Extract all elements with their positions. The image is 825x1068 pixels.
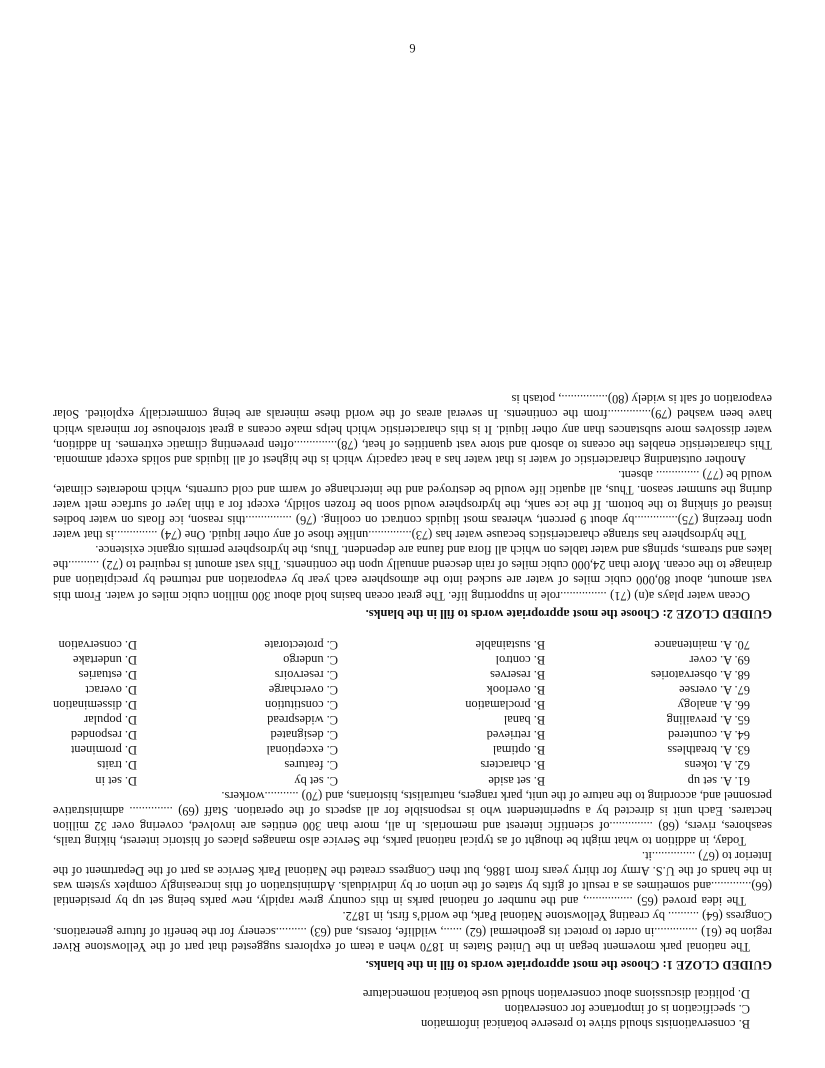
option-a: 70. A. maintenance xyxy=(654,637,750,652)
question-row xyxy=(53,757,772,772)
option-b: B. sustainable xyxy=(475,637,546,652)
option-line: B. conservationists should strive to preserve botanical information xyxy=(421,1017,750,1031)
option-b: B. characters xyxy=(480,758,546,773)
section-heading: GUIDED CLOZE 2: Choose the most appropriate words to fill in the blanks. xyxy=(365,606,772,621)
passage-paragraph: Ocean water plays a(n) (71) ...............role in supporting life. The great ocean basins hold about 300 million cubic miles of water. From this vast amount, about 80,000 cubic miles of water are sucked into the atmosphere each year by evaporation and returned by precipitation and drainage to the ocean. More than 24,000 cubic miles of rain descend annually upon the continents. This vast amount is required to (72) ..........the lakes and streams, springs and water tables on which all flora and fauna are dependent. Thus, the hydrosphere permits organic existence. xyxy=(53,543,772,603)
option-b: B. banal xyxy=(503,713,546,728)
answer-options-table xyxy=(53,637,772,788)
option-d: D. set in xyxy=(95,773,137,788)
question-row xyxy=(53,667,772,682)
option-b: B. control xyxy=(495,652,546,667)
option-c: C. reservoirs xyxy=(274,667,339,682)
option-b: B. proclamation xyxy=(465,698,546,713)
option-a: 63. A. breathless xyxy=(667,743,750,758)
option-a: 61. A. set up xyxy=(687,773,750,788)
option-a: 64. A. countered xyxy=(668,728,750,743)
option-b: B. reserves xyxy=(490,667,546,682)
option-d: D. dissemination xyxy=(53,698,137,713)
option-a: 65. A. prevailing xyxy=(666,713,750,728)
option-c: C. widespread xyxy=(267,713,339,728)
option-c: C. overcharge xyxy=(268,683,339,698)
question-row xyxy=(53,727,772,742)
option-d: D. undertake xyxy=(72,652,137,667)
option-b: B. overlook xyxy=(486,683,546,698)
option-b: B. set aside xyxy=(488,773,546,788)
previous-question-options xyxy=(53,986,772,1031)
guided-cloze-2 xyxy=(53,391,772,620)
guided-cloze-1 xyxy=(53,637,772,972)
option-d: D. conservation xyxy=(58,637,137,652)
option-c: C. protectorate xyxy=(264,637,339,652)
option-c: C. set by xyxy=(294,773,339,788)
question-row xyxy=(53,742,772,757)
option-line: C. specification is of importance for conservation xyxy=(504,1001,750,1016)
option-b: B. optimal xyxy=(492,743,546,758)
option-a: 66. A. analogy xyxy=(677,698,750,713)
question-row xyxy=(53,682,772,697)
passage-paragraph: Another outstanding characteristic of water is that water has a heat capacity which is the highest of all liquids and solids except ammonia. This characteristic enables the oceans to absorb and store vast quantities of heat, (78)..............often preventing climatic extremes. In addition, water dissolves more substances than any other liquid. It is this characteristic which helps make oceans a great storehouse for minerals which have been washed (79)..............from the continents. In several areas of the world these minerals are being commercially exploited. Solar evaporation of salt is widely (80)..............., potash is xyxy=(53,392,772,467)
section-heading: GUIDED CLOZE 1: Choose the most appropriate words to fill in the blanks. xyxy=(365,957,772,972)
question-row xyxy=(53,652,772,667)
passage-paragraph: The hydrosphere has strange characteristics because water has (73)..............unlike those of any other liquid. One (74) ..............is that water upon freezing (75)..............by about 9 percent, whereas most liquids contract on cooling. (76) ...............this reason, ice floats on water bodies instead of sinking to the bottom. If the ice sank, the hydrosphere would soon be frozen solidly, except for a thin layer of surface melt water during the summer season. Thus, all aquatic life would be destroyed and the interchange of warm and cold currents, which moderates climate, would be (77) .............. absent. xyxy=(53,467,772,543)
option-d: D. traits xyxy=(97,758,137,773)
option-d: D. estuaries xyxy=(78,667,137,682)
option-c: C. constitution xyxy=(265,698,339,713)
option-b: B. retrieved xyxy=(486,728,546,743)
option-d: D. popular xyxy=(83,713,137,728)
question-row xyxy=(53,697,772,712)
option-c: C. undergo xyxy=(283,652,339,667)
option-c: C. designated xyxy=(270,728,339,743)
passage-paragraph: The national park movement began in the United States in 1870 when a team of explorers suggested that part of the Yellowstone River region be (61) ..............in order to protect its geothermal (62) ......, wildlife, forests, and (63) ..........scenery for the benefit of future generations. Congress (64) .......... by creating Yellowstone National Park, the world’s first, in 1872. xyxy=(53,909,772,954)
option-c: C. exceptional xyxy=(266,743,339,758)
question-row xyxy=(53,637,772,652)
option-a: 67. A. oversee xyxy=(679,683,750,698)
passage-paragraph: The idea proved (65) ..............., and the number of national parks in this country grew rapidly, new parks being set up by presidential (66).............and sometimes as a result of gifts by states of the union or by individuals. Administration of this increasingly complex system was in the hands of the U.S. Army for thirty years from 1886, but then Congress created the National Park Service as part of the Department of the Interior to (67) ..............it. xyxy=(53,849,772,909)
option-a: 62. A. tokens xyxy=(684,758,750,773)
question-row xyxy=(53,773,772,788)
option-d: D. overact xyxy=(85,683,137,698)
option-a: 68. A. observatories xyxy=(650,667,750,682)
option-a: 69. A. cover xyxy=(689,652,750,667)
option-c: C. features xyxy=(284,758,339,773)
page-number: 6 xyxy=(409,41,416,56)
option-d: D. responded xyxy=(70,728,137,743)
option-line: D. political discussions about conservation should use botanical nomenclature xyxy=(362,986,750,1001)
question-row xyxy=(53,712,772,727)
option-d: D. prominent xyxy=(70,743,137,758)
passage-paragraph: Today, in addition to what might be thought of as typical national parks, the Service also manages places of historic interest, hiking trails, seashores, rivers, (68) ..............of scientific interest and memorials. In all, more than 300 entities are involved, covering over 32 million hectares. Each unit is directed by a superintendent who is responsible for all aspects of the operation. Staff (69) .............. administrative personnel and, according to the nature of the unit, park rangers, naturalists, historians, and (70) ...........workers. xyxy=(53,788,772,848)
